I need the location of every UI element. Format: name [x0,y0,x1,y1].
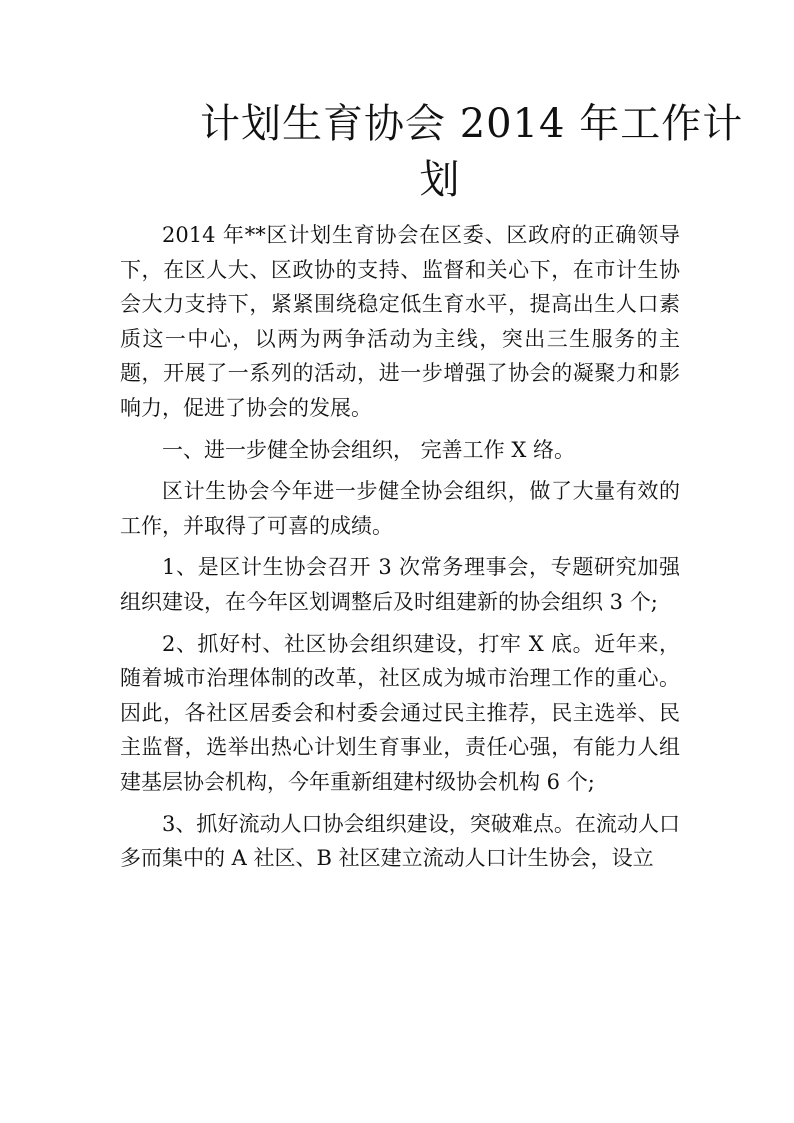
section-heading-1: 一、进一步健全协会组织， 完善工作 X 络。 [162,437,575,462]
paragraph-intro: 2014 年**区计划生育协会在区委、区政府的正确领导下，在区人大、区政协的支持、监督和关心下，在市计生协会大力支持下，紧紧围绕稳定低生育水平，提高出生人口素质这一中心，以两为两争活动为主线，突出三生服务的主题，开展了一系列的活动，进一步增强了协会的凝聚力和影响力，促进了协会的发展。 [120,223,680,420]
title-line-2: 划 [419,157,461,203]
document-title [200,96,744,208]
list-item-1: 1、是区计生协会召开 3 次常务理事会，专题研究加强组织建设，在今年区划调整后及时组建新的协会组织 3 个; [120,555,680,614]
list-item-3: 3、抓好流动人口协会组织建设，突破难点。在流动人口多而集中的 A 社区、B 社区建立流动人口计生协会，设立 [120,811,680,871]
paragraph-section-1: 区计生协会今年进一步健全协会组织，做了大量有效的工作，并取得了可喜的成绩。 [120,479,680,538]
title-line-1: 计划生育协会 2014 年工作计 [200,101,744,147]
list-item-2: 2、抓好村、社区协会组织建设，打牢 X 底。近年来，随着城市治理体制的改革，社区成为城市治理工作的重心。因此，各社区居委会和村委会通过民主推荐，民主选举、民主监督，选举出热心计划生育事业，责任心强，有能力人组建基层协会机构，今年重新组建村级协会机构 6 个; [120,631,680,794]
document-body [120,218,680,883]
